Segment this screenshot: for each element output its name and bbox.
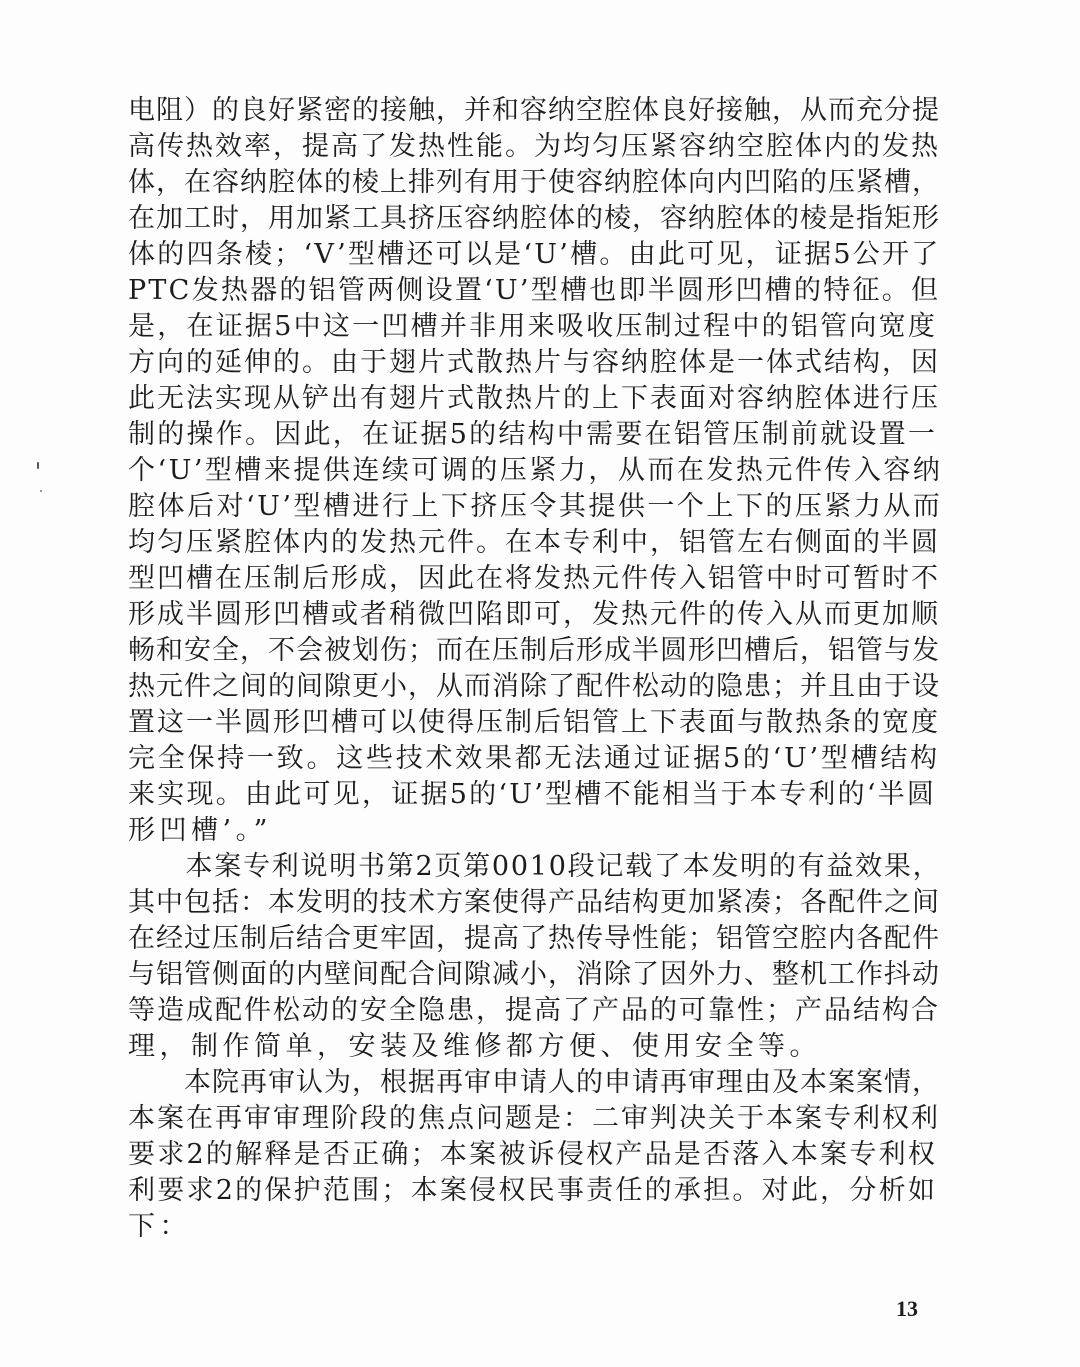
text-line: 高传热效率，提高了发热性能。为均匀压紧容纳空腔体内的发热 xyxy=(128,131,940,162)
text-line: 置这一半圆形凹槽可以使得压制后铝管上下表面与散热条的宽度 xyxy=(128,707,940,738)
margin-speck xyxy=(37,462,39,469)
text-line: 要求2的解释是否正确；本案被诉侵权产品是否落入本案专利权 xyxy=(128,1139,938,1170)
page-number: 13 xyxy=(896,1296,918,1321)
text-line: 利要求2的保护范围；本案侵权民事责任的承担。对此，分析如 xyxy=(128,1175,938,1206)
text-line: 在加工时，用加紧工具挤压容纳腔体的棱，容纳腔体的棱是指矩形 xyxy=(128,203,940,234)
text-line: 与铝管侧面的内壁间配合间隙减小，消除了因外力、整机工作抖动 xyxy=(128,959,940,990)
text-line: 完全保持一致。这些技术效果都无法通过证据5的‘U’型槽结构 xyxy=(128,743,940,774)
margin-dot xyxy=(40,490,42,492)
text-line: 腔体后对‘U’型槽进行上下挤压令其提供一个上下的压紧力从而 xyxy=(128,491,943,522)
text-line: 在经过压制后结合更牢固，提高了热传导性能；铝管空腔内各配件 xyxy=(128,923,940,954)
text-line: PTC发热器的铝管两侧设置‘U’型槽也即半圆形凹槽的特征。但 xyxy=(128,275,941,306)
body-text xyxy=(128,93,943,1245)
text-line: 畅和安全，不会被划伤；而在压制后形成半圆形凹槽后，铝管与发 xyxy=(128,635,940,666)
text-line: 本案专利说明书第2页第0010段记载了本发明的有益效果， xyxy=(128,851,942,882)
text-line: 形凹槽’。” xyxy=(128,815,272,846)
text-line: 型凹槽在压制后形成，因此在将发热元件传入铝管中时可暂时不 xyxy=(128,563,940,594)
text-line: 电阻）的良好紧密的接触，并和容纳空腔体良好接触，从而充分提 xyxy=(128,95,940,126)
text-line: 均匀压紧腔体内的发热元件。在本专利中，铝管左右侧面的半圆 xyxy=(128,527,940,558)
text-line: 等造成配件松动的安全隐患，提高了产品的可靠性；产品结构合 xyxy=(128,995,940,1026)
text-line: 体，在容纳腔体的棱上排列有用于使容纳腔体向内凹陷的压紧槽， xyxy=(128,167,940,198)
text-line: 制的操作。因此，在证据5的结构中需要在铝管压制前就设置一 xyxy=(128,419,938,450)
text-line: 理，制作简单，安装及维修都方便、使用安全等。 xyxy=(128,1031,821,1062)
text-line: 体的四条棱；‘V’型槽还可以是‘U’槽。由此可见，证据5公开了 xyxy=(128,239,941,270)
text-line: 热元件之间的间隙更小，从而消除了配件松动的隐患；并且由于设 xyxy=(128,671,940,702)
text-line: 个‘U’型槽来提供连续可调的压紧力，从而在发热元件传入容纳 xyxy=(128,455,943,486)
text-line: 其中包括：本发明的技术方案使得产品结构更加紧凑；各配件之间 xyxy=(128,887,940,918)
text-line: 本院再审认为，根据再审申请人的申请再审理由及本案案情， xyxy=(128,1067,940,1098)
text-line: 方向的延伸的。由于翅片式散热片与容纳腔体是一体式结构，因 xyxy=(128,347,940,378)
text-line: 形成半圆形凹槽或者稍微凹陷即可，发热元件的传入从而更加顺 xyxy=(128,599,940,630)
text-line: 是，在证据5中这一凹槽并非用来吸收压制过程中的铝管向宽度 xyxy=(128,311,938,342)
text-line: 来实现。由此可见，证据5的‘U’型槽不能相当于本专利的‘半圆 xyxy=(128,779,937,810)
text-line: 下： xyxy=(128,1211,191,1242)
text-line: 此无法实现从铲出有翅片式散热片的上下表面对容纳腔体进行压 xyxy=(128,383,940,414)
text-line: 本案在再审审理阶段的焦点问题是：二审判决关于本案专利权利 xyxy=(128,1103,940,1134)
